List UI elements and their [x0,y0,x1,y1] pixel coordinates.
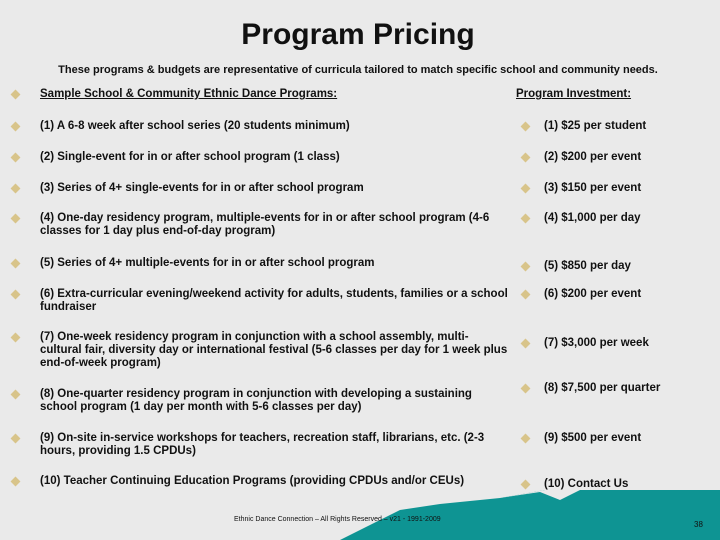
footer: Ethnic Dance Connection – All Rights Reserved – v21 - 1991-2009 [234,516,441,523]
diamond-bullet-icon [521,384,531,394]
diamond-bullet-icon [11,477,21,487]
teal-decoration [200,490,720,540]
program-price: (7) $3,000 per week [544,337,649,349]
program-description: (5) Series of 4+ multiple-events for in or after school program [40,257,375,269]
program-description: (9) On-site in-service workshops for teachers, recreation staff, librarians, etc. (2-3 hours, providing 1.5 CPDUs) [40,432,485,457]
diamond-bullet-icon [521,339,531,349]
program-price: (6) $200 per event [544,288,642,300]
program-description: (6) Extra-curricular evening/weekend activity for adults, students, families or a school fundraiser [40,288,508,313]
diamond-bullet-icon [11,122,21,132]
program-description: (8) One-quarter residency program in conjunction with developing a sustaining school program (1 day per month with 5-6 classes per day) [40,388,472,413]
diamond-bullet-icon [521,122,531,132]
program-description: (10) Teacher Continuing Education Programs (providing CPDUs and/or CEUs) [40,475,465,487]
program-price: (4) $1,000 per day [544,212,641,224]
investment-heading: Program Investment: [516,88,632,100]
diamond-bullet-icon [11,434,21,444]
diamond-bullet-icon [521,184,531,194]
diamond-bullet-icon [11,333,21,343]
program-price: (5) $850 per day [544,260,631,272]
diamond-bullet-icon [11,184,21,194]
subtitle: These programs & budgets are representative of curricula tailored to match specific school and community needs. [58,64,658,76]
diamond-bullet-icon [11,214,21,224]
diamond-bullet-icon [11,90,21,100]
diamond-bullet-icon [521,153,531,163]
program-description: (2) Single-event for in or after school program (1 class) [40,151,340,163]
diamond-bullet-icon [11,153,21,163]
diamond-bullet-icon [521,290,531,300]
program-price: (3) $150 per event [544,182,642,194]
diamond-bullet-icon [521,214,531,224]
diamond-bullet-icon [11,259,21,269]
program-price: (9) $500 per event [544,432,642,444]
program-description: (1) A 6-8 week after school series (20 students minimum) [40,120,350,132]
diamond-bullet-icon [521,480,531,490]
program-description: (4) One-day residency program, multiple-events for in or after school program (4-6 classes for 1 day plus end-of-day program) [40,212,490,237]
program-description: (3) Series of 4+ single-events for in or after school program [40,182,364,194]
program-price: (1) $25 per student [544,120,647,132]
diamond-bullet-icon [11,390,21,400]
page-number: 38 [694,520,703,529]
program-description: (7) One-week residency program in conjunction with a school assembly, multi-cultural fair, diversity day or international festival (5-6 classes per day for 1 week plus end-of-week program) [40,331,508,369]
diamond-bullet-icon [11,290,21,300]
programs-heading: Sample School & Community Ethnic Dance Programs: [40,88,338,100]
page-title: Program Pricing [241,18,475,51]
program-price: (8) $7,500 per quarter [544,382,661,394]
diamond-bullet-icon [521,434,531,444]
program-price: (2) $200 per event [544,151,642,163]
program-price: (10) Contact Us [544,478,629,490]
diamond-bullet-icon [521,262,531,272]
